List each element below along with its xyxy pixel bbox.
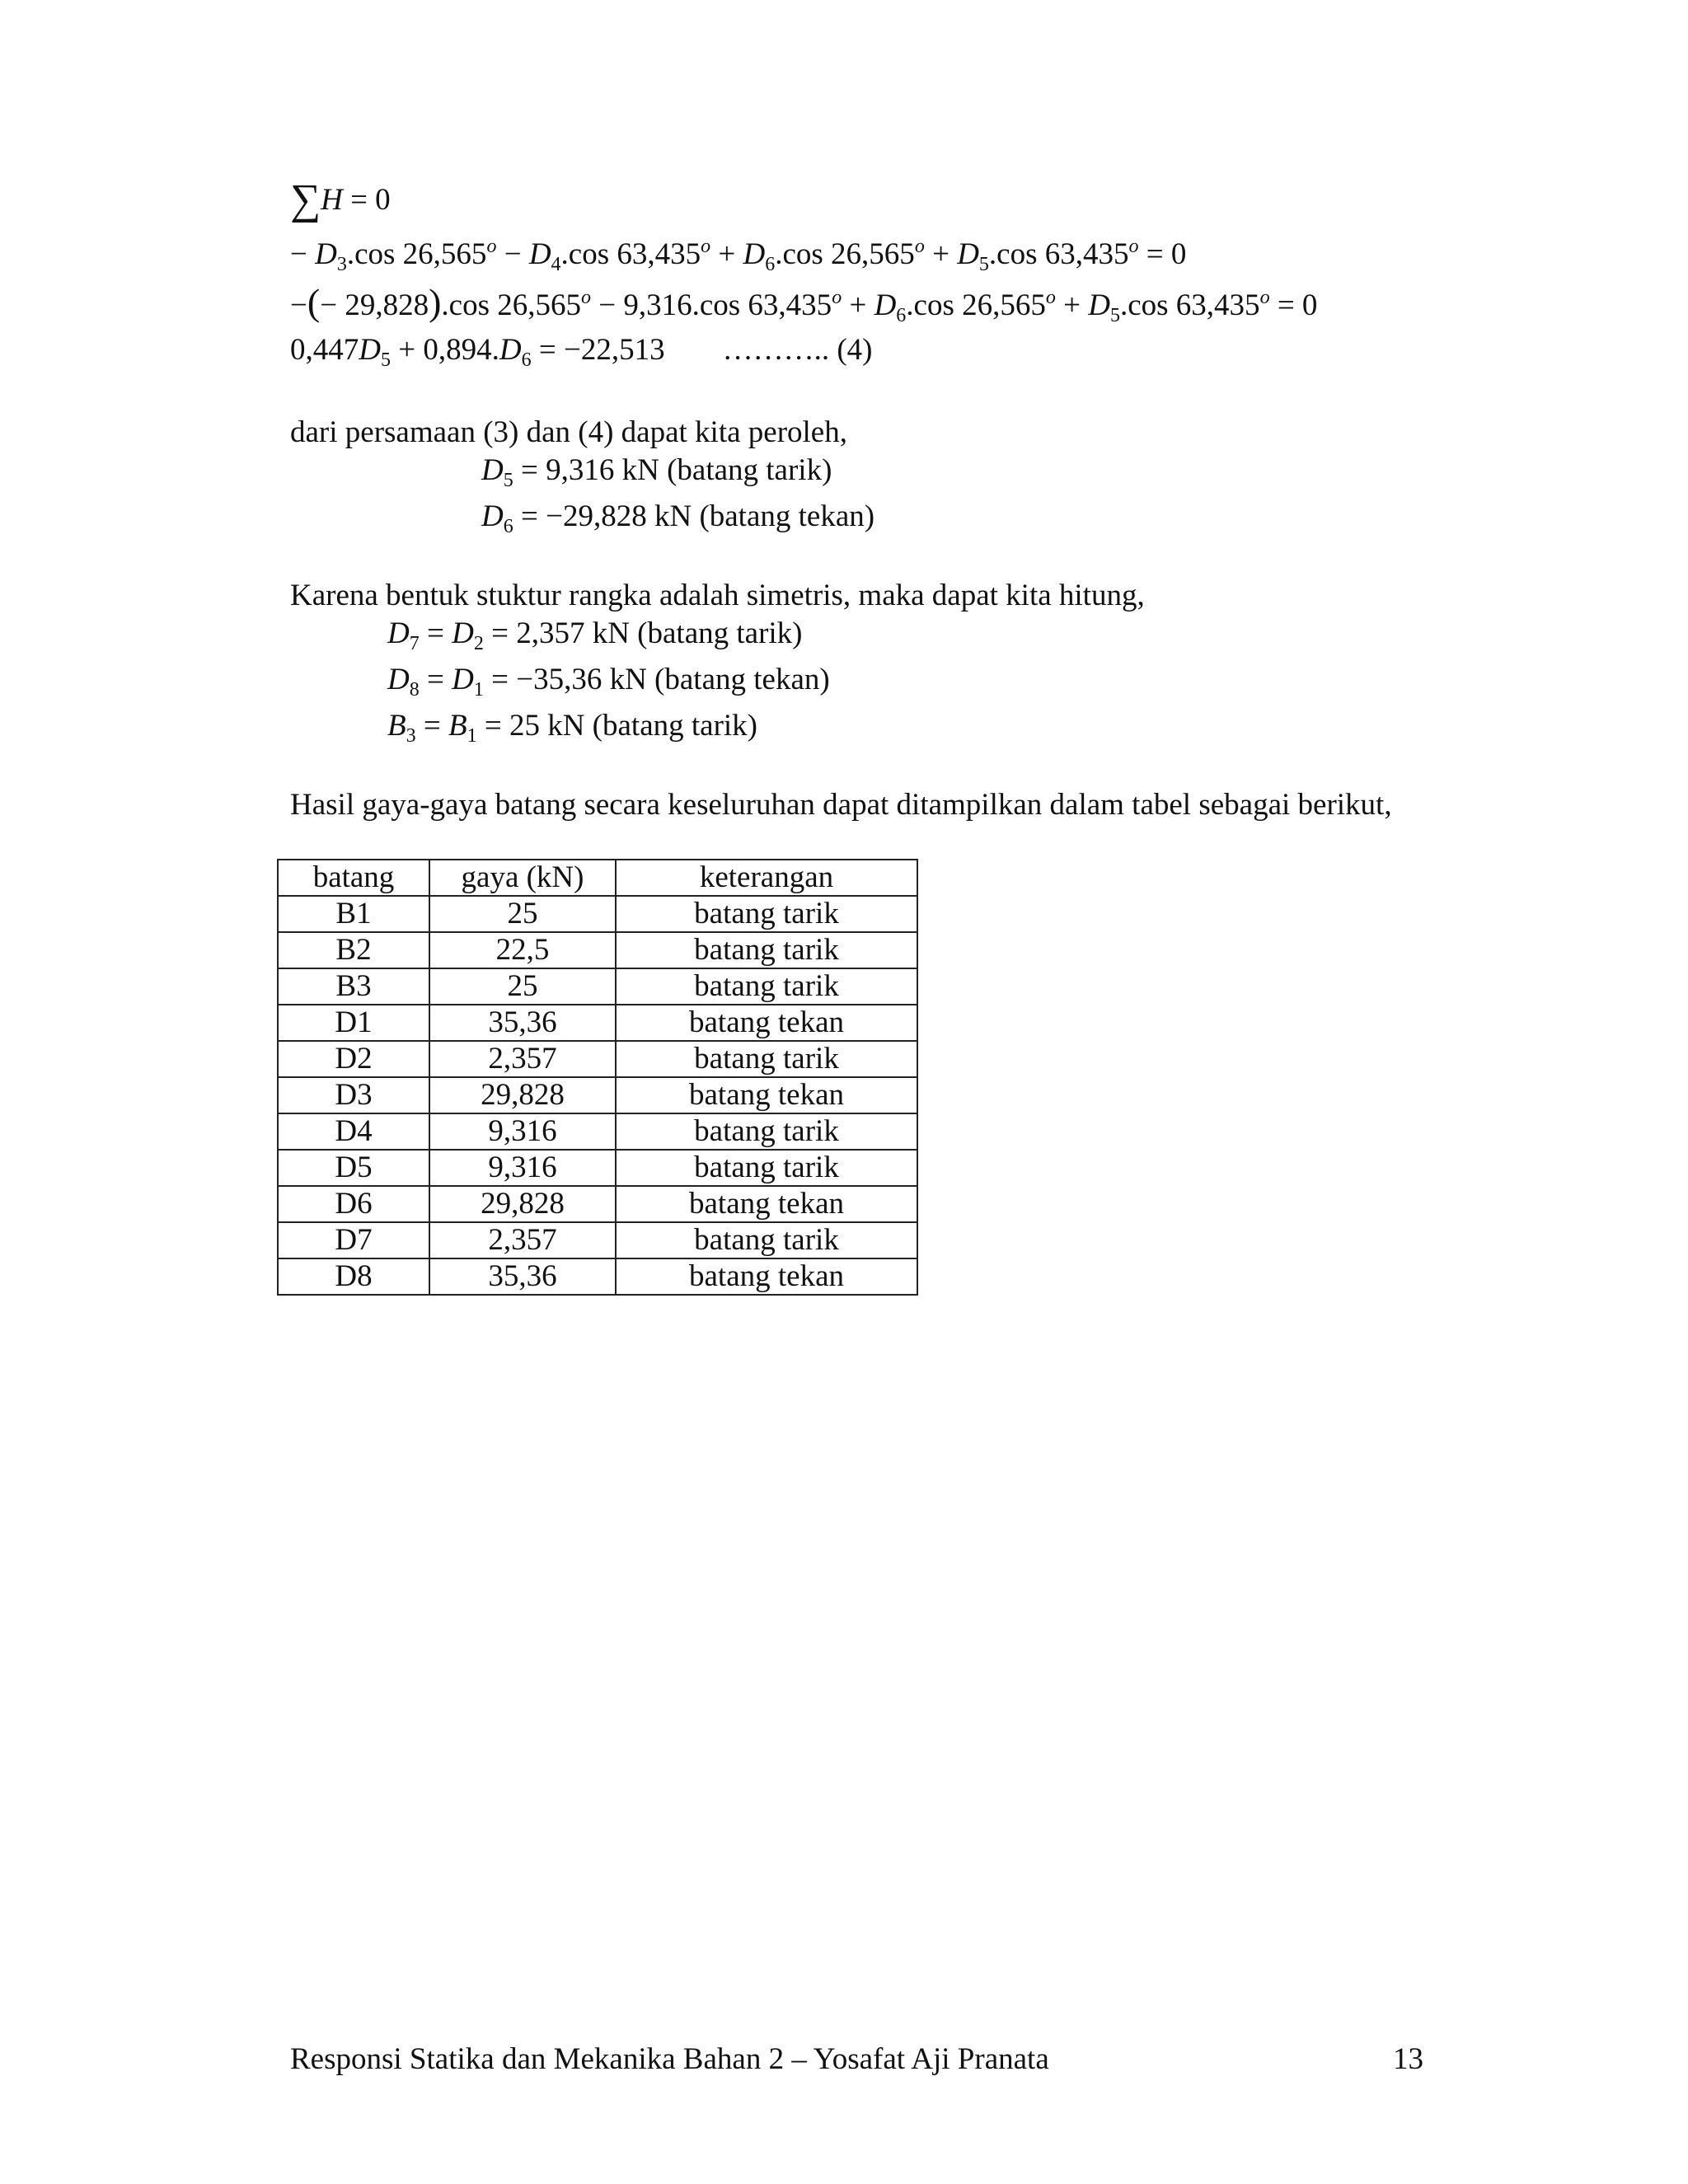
cell-gaya: 2,357 <box>429 1222 616 1258</box>
degree-mark: o <box>701 236 711 257</box>
subscript: 6 <box>503 516 513 537</box>
eq-text: .cos 26,565 <box>441 288 581 322</box>
degree-mark: o <box>1128 236 1139 257</box>
var-h: H <box>321 183 343 217</box>
equation-text: = 0 <box>342 183 391 217</box>
paren-right: ) <box>429 281 442 323</box>
symmetry-d7 <box>387 615 803 653</box>
var-d4: D <box>528 237 551 271</box>
subscript: 1 <box>473 679 484 701</box>
results-intro: dari persamaan (3) dan (4) dapat kita peroleh, <box>290 415 847 449</box>
equation-line-3 <box>290 331 872 369</box>
table-row <box>278 1150 917 1186</box>
eq-text: − 9,316.cos 63,435 <box>590 288 832 322</box>
cell-gaya: 22,5 <box>429 932 616 968</box>
cell-keterangan: batang tarik <box>616 1222 917 1258</box>
subscript: 6 <box>896 305 907 326</box>
result-d5 <box>481 452 832 490</box>
eq-text: .cos 63,435 <box>560 237 701 271</box>
forces-table-body <box>278 860 917 1295</box>
subscript: 8 <box>409 679 420 701</box>
table-row <box>278 896 917 932</box>
cell-batang: B1 <box>278 896 429 932</box>
subscript: 5 <box>503 470 513 491</box>
eq-text: + <box>1055 288 1089 322</box>
subscript: 4 <box>551 254 561 275</box>
equation-line-1 <box>290 236 1186 274</box>
result-text: = −35,36 kN (batang tekan) <box>483 663 830 696</box>
cell-gaya: 2,357 <box>429 1041 616 1077</box>
cell-batang: D8 <box>278 1258 429 1295</box>
eq-text: + 0,894. <box>390 333 499 367</box>
var-b: D <box>452 663 474 696</box>
degree-mark: o <box>580 287 591 308</box>
var-a: B <box>387 709 406 743</box>
cell-batang: D6 <box>278 1186 429 1222</box>
cell-batang: D2 <box>278 1041 429 1077</box>
equation-line-2 <box>290 281 1318 326</box>
equation-number: ……….. (4) <box>722 333 873 367</box>
eq-text: = <box>415 709 448 743</box>
symmetry-intro: Karena bentuk stuktur rangka adalah simetris, maka dapat kita hitung, <box>290 579 1145 612</box>
table-row <box>278 932 917 968</box>
var-d5: D <box>359 333 381 367</box>
degree-mark: o <box>486 236 497 257</box>
var-d5: D <box>481 453 504 487</box>
result-d6 <box>481 498 874 536</box>
table-row <box>278 1005 917 1041</box>
cell-keterangan: batang tarik <box>616 896 917 932</box>
table-intro: Hasil gaya-gaya batang secara keseluruhan dapat ditampilkan dalam tabel sebagai berikut, <box>290 788 1392 822</box>
eq-text: + <box>710 237 743 271</box>
var-b: D <box>452 616 474 650</box>
var-d5: D <box>957 237 979 271</box>
cell-batang: D3 <box>278 1077 429 1113</box>
subscript: 6 <box>765 254 776 275</box>
var-d6: D <box>499 333 522 367</box>
eq-text: − 29,828 <box>320 288 429 322</box>
cell-keterangan: batang tekan <box>616 1258 917 1295</box>
forces-table <box>277 859 918 1296</box>
cell-keterangan: batang tarik <box>616 932 917 968</box>
result-text: = 2,357 kN (batang tarik) <box>483 616 803 650</box>
table-row <box>278 1113 917 1150</box>
cell-batang: B2 <box>278 932 429 968</box>
cell-keterangan: batang tarik <box>616 1041 917 1077</box>
result-text: = 25 kN (batang tarik) <box>476 709 758 743</box>
var-a: D <box>387 616 410 650</box>
eq-text: − <box>496 237 529 271</box>
table-row <box>278 1222 917 1258</box>
cell-keterangan: batang tarik <box>616 968 917 1005</box>
cell-batang: D7 <box>278 1222 429 1258</box>
eq-text: = −22,513 <box>531 333 665 367</box>
table-row <box>278 1041 917 1077</box>
cell-gaya: 29,828 <box>429 1186 616 1222</box>
eq-text: .cos 63,435 <box>988 237 1129 271</box>
var-d6: D <box>743 237 766 271</box>
subscript: 5 <box>1109 305 1120 326</box>
paren-left: ( <box>307 281 321 323</box>
var-d6: D <box>874 288 897 322</box>
table-row <box>278 1186 917 1222</box>
cell-gaya: 25 <box>429 896 616 932</box>
cell-keterangan: batang tarik <box>616 1113 917 1150</box>
result-text: = 9,316 kN (batang tarik) <box>513 453 832 487</box>
equation-sum-h <box>290 176 391 223</box>
degree-mark: o <box>1259 287 1270 308</box>
cell-batang: D5 <box>278 1150 429 1186</box>
eq-text: = <box>419 616 452 650</box>
var-a: D <box>387 663 410 696</box>
eq-text: .cos 26,565 <box>906 288 1046 322</box>
subscript: 7 <box>409 633 420 654</box>
var-d5: D <box>1088 288 1110 322</box>
degree-mark: o <box>1045 287 1056 308</box>
subscript: 5 <box>380 349 391 371</box>
eq-text: 0,447 <box>290 333 359 367</box>
eq-text: .cos 26,565 <box>346 237 487 271</box>
header-batang: batang <box>278 860 429 896</box>
subscript: 5 <box>978 254 989 275</box>
cell-gaya: 9,316 <box>429 1113 616 1150</box>
subscript: 2 <box>473 633 484 654</box>
var-d3: D <box>315 237 337 271</box>
symmetry-d8 <box>387 661 830 699</box>
eq-text: = <box>419 663 452 696</box>
eq-text: .cos 63,435 <box>1119 288 1260 322</box>
subscript: 1 <box>467 725 477 747</box>
degree-mark: o <box>832 287 842 308</box>
table-row <box>278 1258 917 1295</box>
cell-batang: D1 <box>278 1005 429 1041</box>
cell-keterangan: batang tarik <box>616 1150 917 1186</box>
cell-gaya: 25 <box>429 968 616 1005</box>
cell-gaya: 35,36 <box>429 1005 616 1041</box>
result-text: = −29,828 kN (batang tekan) <box>513 499 875 533</box>
page-number: 13 <box>1393 2042 1423 2076</box>
var-d6: D <box>481 499 504 533</box>
header-keterangan: keterangan <box>616 860 917 896</box>
table-row <box>278 968 917 1005</box>
cell-gaya: 35,36 <box>429 1258 616 1295</box>
cell-gaya: 29,828 <box>429 1077 616 1113</box>
eq-text: = 0 <box>1138 237 1187 271</box>
symmetry-b3 <box>387 707 757 745</box>
eq-text: + <box>842 288 874 322</box>
subscript: 6 <box>521 349 532 371</box>
eq-text: .cos 26,565 <box>775 237 915 271</box>
cell-gaya: 9,316 <box>429 1150 616 1186</box>
eq-text: − <box>290 288 307 322</box>
subscript: 3 <box>336 254 347 275</box>
degree-mark: o <box>914 236 925 257</box>
eq-text: − <box>290 237 316 271</box>
eq-text: + <box>924 237 958 271</box>
table-header-row <box>278 860 917 896</box>
sigma-symbol: ∑ <box>290 176 321 223</box>
subscript: 3 <box>406 725 416 747</box>
footer-title: Responsi Statika dan Mekanika Bahan 2 – Yosafat Aji Pranata <box>290 2042 1049 2076</box>
table-row <box>278 1077 917 1113</box>
cell-batang: B3 <box>278 968 429 1005</box>
cell-keterangan: batang tekan <box>616 1077 917 1113</box>
cell-keterangan: batang tekan <box>616 1186 917 1222</box>
var-b: B <box>448 709 467 743</box>
cell-batang: D4 <box>278 1113 429 1150</box>
header-gaya: gaya (kN) <box>429 860 616 896</box>
cell-keterangan: batang tekan <box>616 1005 917 1041</box>
eq-text: = 0 <box>1269 288 1318 322</box>
